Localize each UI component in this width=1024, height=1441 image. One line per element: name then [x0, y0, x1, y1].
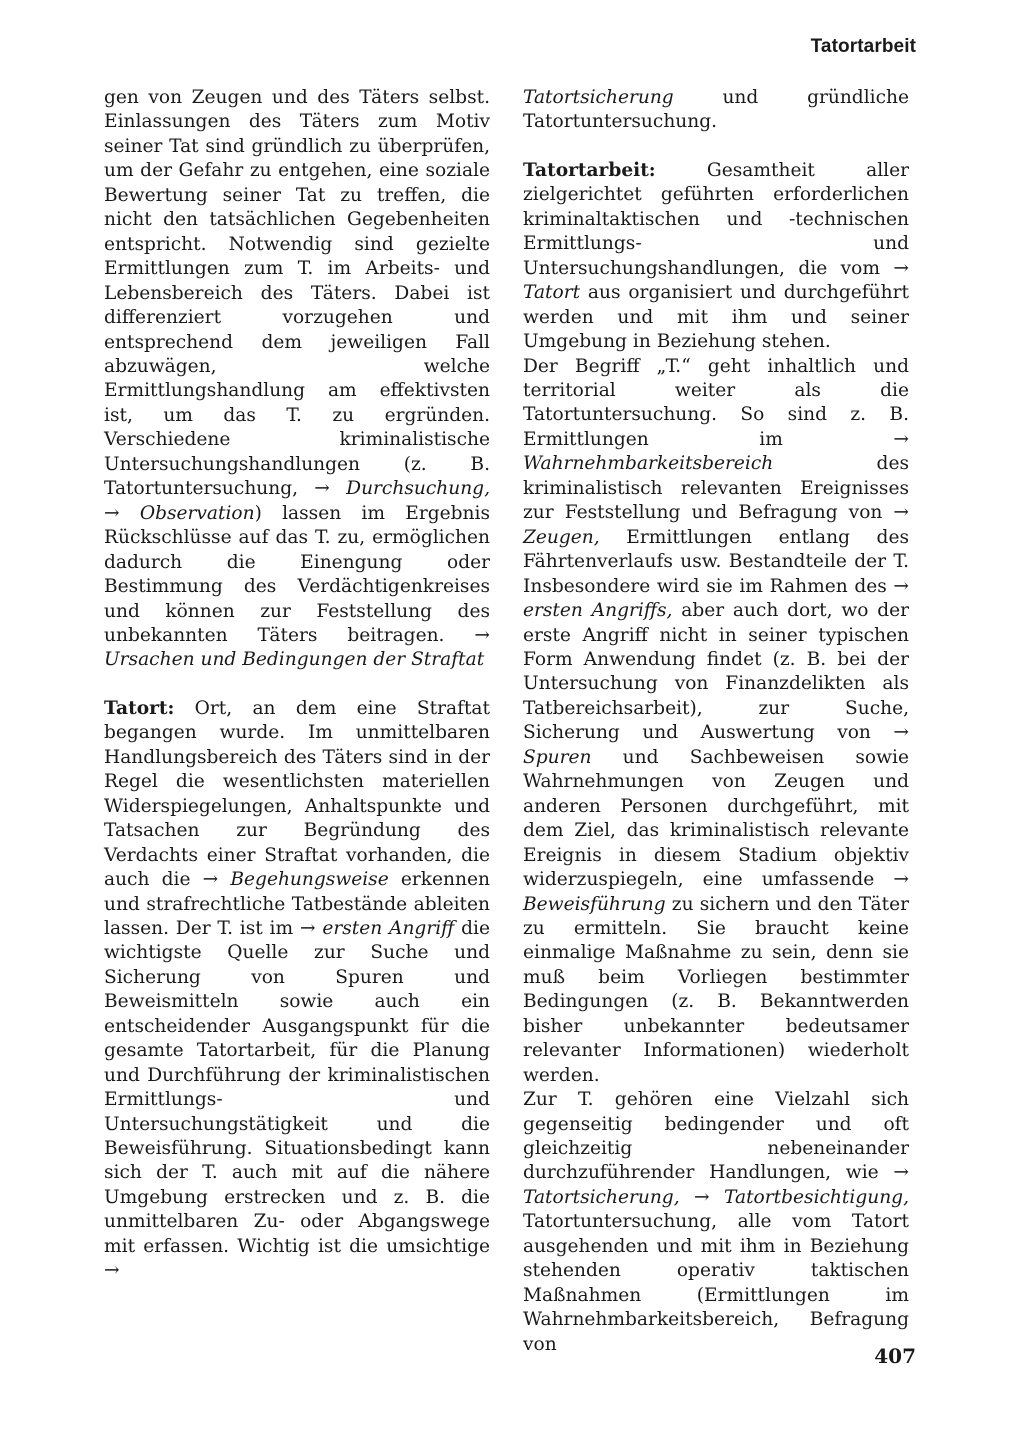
paragraph-begriff	[523, 355, 909, 1089]
text-run: und Sachbeweisen sowie Wahrnehmungen von Zeugen und anderen Personen durchgeführt, mit dem Ziel, das kriminalistisch relevante Ereignis in diesem Stadium objektiv widerzuspiegeln, eine umfassende →	[523, 746, 909, 891]
cross-reference: Tatortsicherung,	[523, 1186, 680, 1208]
text-run: des kriminalistisch relevanten Ereignisses zur Feststellung und Befragung von →	[523, 453, 909, 524]
text-run: Ermittlungen entlang des Fährtenverlaufs usw. Bestandteile der T. Insbesondere wird sie im Rahmen des →	[523, 526, 909, 597]
cross-reference: Wahrnehmbarkeitsbereich	[523, 453, 774, 475]
paragraph-motiv-continuation	[104, 86, 490, 673]
left-column	[104, 86, 490, 1284]
text-run: →	[679, 1186, 725, 1208]
cross-reference: Begehungsweise	[230, 869, 389, 891]
cross-reference: ersten Angriff	[322, 917, 455, 939]
entry-term: Tatortarbeit:	[523, 159, 656, 181]
entry-tatort	[104, 697, 490, 1284]
right-column	[523, 86, 909, 1357]
cross-reference: Tatortsicherung	[523, 87, 674, 108]
text-run: aber auch dort, wo der erste Angriff nicht in seiner typischen Form Anwendung findet (z. B. bei der Untersuchung von Finanzdelikten als Tatbereichsarbeit), zur Suche, Sicherung und Auswertung von →	[523, 600, 910, 744]
text-run: gen von Zeugen und des Täters selbst. Einlassungen des Täters zum Motiv seiner Tat sind gründlich zu überprüfen, um der Gefahr zu entgehen, eine soziale Bewertung seiner Tat zu treffen, die nicht den tatsächlichen Gegebenheiten entspricht. Notwendig sind gezielte Ermittlungen zum T. im Arbeits- und Lebensbereich des Täters. Dabei ist differenziert vorzugehen und entsprechend dem jeweiligen Fall abzuwägen, welche Ermittlungshandlung am effektivsten ist, um das T. zu ergründen. Verschiedene kriminalistische Untersuchungshandlungen (z. B. Tatortuntersuchung, →	[104, 87, 490, 500]
cross-reference: Observation	[139, 502, 255, 524]
cross-reference: Beweisführung	[523, 893, 666, 915]
text-run: Tatortuntersuchung, alle vom Tatort ausgehenden und mit ihm in Beziehung stehenden operativ taktischen Maßnahmen (Ermittlungen im Wahrnehmbarkeitsbereich, Befragung von	[523, 1211, 909, 1355]
cross-reference: Tatortbesichtigung,	[724, 1186, 909, 1208]
entry-tatortarbeit	[523, 159, 909, 355]
text-run: ) lassen im Ergebnis Rückschlüsse auf das T. zu, ermöglichen dadurch die Einengung oder Bestimmung des Verdächtigenkreises und können zur Feststellung des unbekannten Täters beitragen. →	[104, 502, 490, 646]
cross-reference: Ursachen und Bedingungen der Straftat	[104, 649, 485, 671]
page-number: 407	[874, 1344, 916, 1368]
cross-reference: Spuren	[523, 746, 592, 768]
paragraph-tatort-continuation	[523, 86, 909, 135]
text-run: zu sichern und den Täter zu ermitteln. Sie braucht keine einmalige Maßnahme zu sein, denn sie muß beim Vorliegen bestimmter Bedingungen (z. B. Bekanntwerden bisher unbekannter bedeutsamer relevanter Informationen) wiederholt werden.	[523, 893, 909, 1086]
cross-reference: ersten Angriffs,	[523, 600, 673, 622]
running-head: Tatortarbeit	[810, 36, 916, 57]
text-run: Ort, an dem eine Straftat begangen wurde. Im unmittelbaren Handlungsbereich des Täters sind in der Regel die wesentlichsten materiellen Widerspiegelungen, Anhaltspunkte und Tatsachen zur Begründung des Verdachts einer Straftat vorhanden, die auch die →	[104, 697, 490, 891]
text-run: Der Begriff „T.“ geht inhaltlich und territorial weiter als die Tatortuntersuchung. So sind z. B. Ermittlungen im →	[523, 355, 909, 450]
text-run: erkennen und strafrechtliche Tatbestände ableiten lassen. Der T. ist im →	[104, 869, 490, 939]
text-run: die wichtigste Quelle zur Suche und Sicherung von Spuren und Beweismitteln sowie auch ein entscheidender Ausgangspunkt für die gesamte Tatortarbeit, für die Planung und Durchführung der kriminalistischen Ermittlungs- und Untersuchungstätigkeit und die Beweisführung. Situationsbedingt kann sich der T. auch mit auf die nähere Umgebung erstrecken und z. B. die unmittelbaren Zu- oder Abgangswege mit erfassen. Wichtig ist die umsichtige →	[104, 917, 490, 1282]
text-run: Gesamtheit aller zielgerichtet geführten erforderlichen kriminaltaktischen und -technischen Ermittlungs- und Untersuchungshandlungen, die vom →	[523, 159, 909, 279]
text-run: und gründliche Tatortuntersuchung.	[523, 87, 909, 133]
cross-reference: Zeugen,	[523, 526, 600, 548]
text-run: →	[104, 502, 140, 524]
cross-reference: Tatort	[523, 282, 581, 304]
paragraph-zur-t	[523, 1088, 909, 1357]
entry-term: Tatort:	[104, 697, 175, 719]
cross-reference: Durchsuchung,	[346, 478, 490, 500]
text-run: aus organisiert und durchgeführt werden und mit ihm und seiner Umgebung in Beziehung stehen.	[523, 282, 909, 353]
text-run: Zur T. gehören eine Vielzahl sich gegenseitig bedingender und oft gleichzeitig nebeneinander durchzuführender Handlungen, wie →	[523, 1089, 909, 1184]
